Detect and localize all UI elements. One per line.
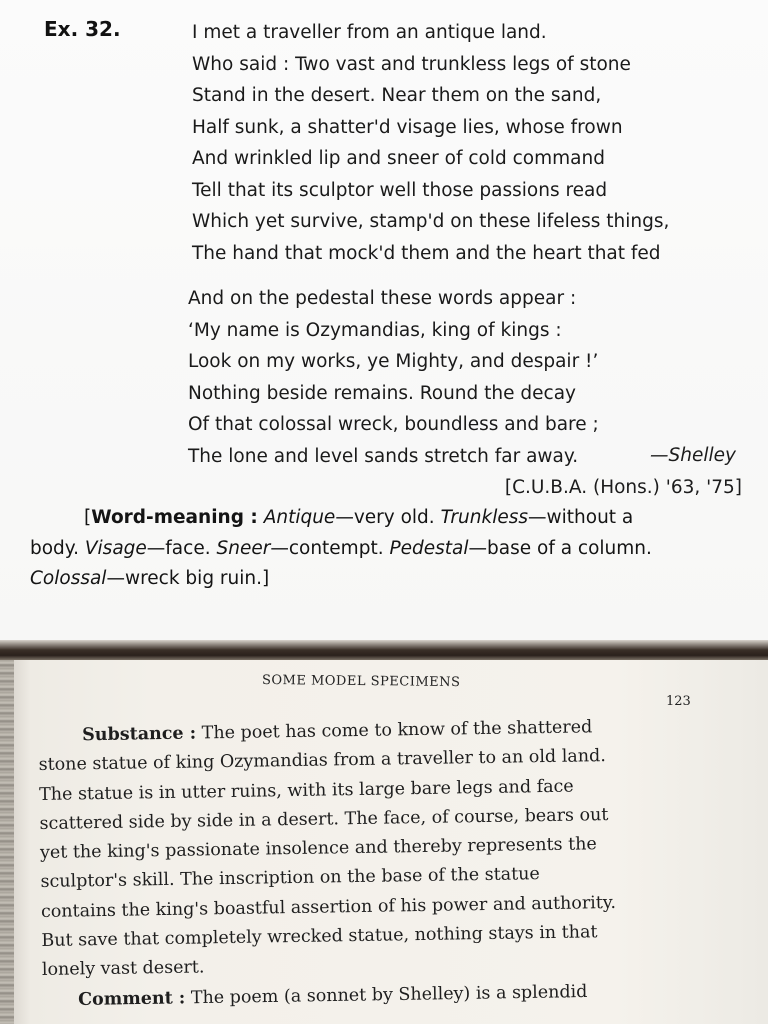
comment-paragraph <box>78 982 588 1010</box>
poem-line: And on the pedestal these words appear : <box>188 288 577 309</box>
poem-attribution: —Shelley <box>650 445 736 466</box>
word-meaning-line <box>30 534 748 565</box>
definition: —very old. <box>335 507 435 528</box>
substance-line: yet the king's passionate insolence and thereby represents the <box>39 834 597 864</box>
substance-line: But save that completely wrecked statue, nothing stays in that <box>41 922 598 952</box>
term: Colossal <box>30 568 107 589</box>
poem-line: The hand that mock'd them and the heart that fed <box>192 242 661 264</box>
substance-line: lonely vast desert. <box>41 957 205 981</box>
poem-line: Which yet survive, stamp'd on these lifeless things, <box>192 211 670 232</box>
poem-line: Look on my works, ye Mighty, and despair !’ <box>188 351 599 372</box>
term: Pedestal <box>389 537 469 559</box>
page-edge <box>0 660 14 1024</box>
comment-text: The poem (a sonnet by Shelley) is a splendid <box>190 982 588 1009</box>
definition: —contempt. <box>270 537 384 559</box>
page-number: 123 <box>666 694 691 709</box>
word-meaning-heading: Word-meaning : <box>91 507 258 528</box>
definition: —without a <box>528 507 634 528</box>
poem-line: The lone and level sands stretch far away. <box>188 445 579 467</box>
poem-line: I met a traveller from an antique land. <box>192 22 547 43</box>
poem-stanza-2 <box>188 283 599 472</box>
poem-line: Who said : Two vast and trunkless legs of stone <box>192 53 631 75</box>
poem-line: Half sunk, a shatter'd visage lies, whose frown <box>192 116 623 138</box>
substance-line: sculptor's skill. The inscription on the base of the statue <box>40 864 540 893</box>
bottom-page <box>0 660 768 1024</box>
term: Sneer <box>216 537 271 559</box>
poem-line: Tell that its sculptor well those passions read <box>192 179 608 201</box>
definition: body. <box>30 537 79 559</box>
term: Visage <box>84 537 147 559</box>
word-meaning-line <box>30 503 748 534</box>
open-bracket: [ <box>84 507 92 528</box>
poem-line: ‘My name is Ozymandias, king of kings : <box>188 319 562 341</box>
substance-paragraph <box>38 711 712 985</box>
poem-stanza-1 <box>192 17 669 269</box>
word-meaning-note <box>30 503 748 595</box>
term: Trunkless <box>440 507 528 528</box>
word-meaning-line <box>30 564 748 595</box>
definition: —wreck big ruin.] <box>106 568 270 589</box>
definition: —base of a column. <box>468 537 652 559</box>
poem-line: Of that colossal wreck, boundless and bare ; <box>188 414 599 435</box>
substance-line: stone statue of king Ozymandias from a traveller to an old land. <box>38 746 606 776</box>
substance-line: contains the king's boastful assertion of his power and authority. <box>40 892 617 922</box>
running-header: SOME MODEL SPECIMENS <box>261 672 461 691</box>
page-fold-shadow <box>0 640 768 662</box>
exercise-label: Ex. 32. <box>44 17 121 41</box>
substance-line: The statue is in utter ruins, with its large bare legs and face <box>38 776 574 805</box>
substance-label: Substance : <box>82 723 197 746</box>
comment-label: Comment : <box>78 988 186 1010</box>
poem-line: Stand in the desert. Near them on the sand, <box>192 85 602 106</box>
poem-line: And wrinkled lip and sneer of cold command <box>192 148 605 169</box>
substance-text: The poet has come to know of the shattered <box>201 717 593 744</box>
definition: —face. <box>146 537 211 559</box>
term: Antique <box>263 507 336 528</box>
exam-source: [C.U.B.A. (Hons.) '63, '75] <box>504 477 742 498</box>
substance-line: scattered side by side in a desert. The face, of course, bears out <box>39 804 609 834</box>
poem-line: Nothing beside remains. Round the decay <box>188 382 576 404</box>
